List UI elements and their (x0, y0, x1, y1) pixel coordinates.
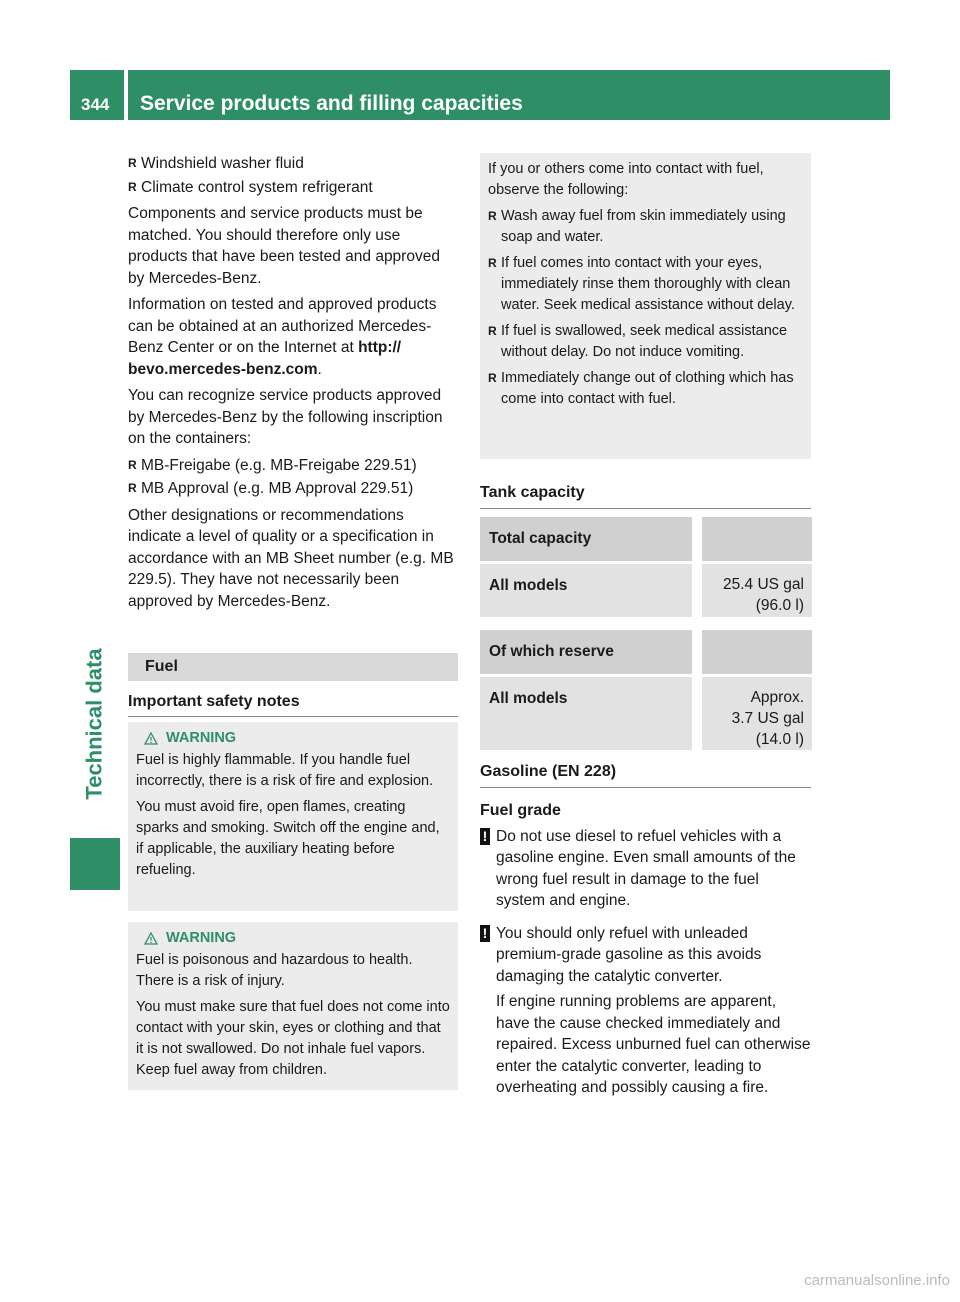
fuel-grade-heading: Fuel grade (480, 802, 561, 819)
chapter-title: Service products and filling capacities (140, 92, 523, 115)
warning-text: Fuel is poisonous and hazardous to health. There is a risk of injury. (136, 952, 413, 989)
reserve-value-metric: (14.0 l) (755, 731, 804, 748)
fuel-grade-section (480, 800, 812, 1099)
heading-text: Gasoline (EN 228) (480, 763, 617, 780)
table-row (480, 564, 812, 617)
table-cell (702, 564, 812, 617)
reserve-value: 3.7 US gal (731, 710, 804, 727)
warning-text: You must avoid fire, open flames, creating sparks and smoking. Switch off the engine and, if applicable, the auxiliary heating before refueling. (136, 799, 440, 878)
note-text: You should only refuel with unleaded premium-grade gasoline as this avoids damaging the catalytic converter. (496, 924, 762, 985)
page-number-block (70, 70, 124, 120)
list-item: R If fuel comes into contact with your eyes, immediately rinse them thoroughly with clean water. Seek medical assistance without delay. (488, 253, 803, 316)
warning-text: You must make sure that fuel does not come into contact with your skin, eyes or clothing and that it is not swallowed. Do not inhale fuel vapors. Keep fuel away from children. (136, 999, 450, 1078)
side-tab-label: Technical data (82, 648, 108, 800)
gasoline-heading (480, 763, 811, 788)
reserve-table (480, 630, 812, 750)
tank-capacity-heading (480, 484, 811, 509)
table-cell (702, 677, 812, 750)
warning-box (128, 722, 458, 911)
side-tab-marker (70, 838, 120, 890)
side-tab (70, 612, 120, 836)
table-header-cell: Total capacity (480, 517, 692, 561)
reserve-qualifier: Approx. (750, 689, 804, 706)
total-capacity-table (480, 517, 812, 617)
paragraph: Other designations or recommendations indicate a level of quality or a specification in accordance with an MB Sheet number (e.g. MB 229.5). They have not necessarily been approved by Mercedes-Benz. (128, 506, 454, 610)
warning-header (136, 730, 450, 746)
note-text: If engine running problems are apparent, have the cause checked immediately and repaired. Excess unburned fuel can otherwise enter the catalytic converter, leading to overheating and possibly causing a fire. (496, 993, 811, 1096)
fuel-contact-box (480, 153, 811, 459)
note-item (480, 923, 812, 1099)
chapter-header-bar (128, 70, 890, 120)
list-item: R Climate control system refrigerant (128, 177, 460, 199)
page-number: 344 (81, 95, 110, 114)
capacity-value-metric: (96.0 l) (755, 597, 804, 614)
paragraph: Information on tested and approved products can be obtained at an authorized Mercedes-Benz Center or on the Internet at http:// bevo.mercedes-benz.com. (128, 296, 437, 378)
warning-triangle-icon (144, 732, 158, 745)
paragraph: If you or others come into contact with fuel, observe the following: (488, 161, 764, 198)
list-item: R Wash away fuel from skin immediately using soap and water. (488, 206, 803, 248)
subsection-heading (128, 693, 458, 717)
warning-header (136, 930, 450, 946)
note-item (480, 826, 812, 912)
url-link[interactable]: http:// bevo.mercedes-benz.com (128, 339, 402, 378)
watermark: carmanualsonline.info (804, 1272, 950, 1289)
list-item: R Immediately change out of clothing which has come into contact with fuel. (488, 368, 803, 410)
table-header-cell: Of which reserve (480, 630, 692, 674)
list-item: R MB-Freigabe (e.g. MB-Freigabe 229.51) (128, 455, 460, 477)
heading-text: Tank capacity (480, 484, 585, 501)
list-item: R Windshield washer fluid (128, 153, 460, 175)
warning-triangle-icon (144, 932, 158, 945)
paragraph: Components and service products must be matched. You should therefore only use products that have been tested and approved by Mercedes-Benz. (128, 205, 440, 287)
subsection-title: Important safety notes (128, 693, 300, 710)
list-item: R MB Approval (e.g. MB Approval 229.51) (128, 478, 460, 500)
warning-label: WARNING (166, 730, 237, 746)
note-text: Do not use diesel to refuel vehicles with a gasoline engine. Even small amounts of the wrong fuel result in damage to the fuel system and engine. (496, 827, 796, 909)
warning-label: WARNING (166, 930, 237, 946)
capacity-value: 25.4 US gal (723, 576, 804, 593)
table-cell: All models (480, 564, 692, 617)
warning-box (128, 922, 458, 1090)
warning-text: Fuel is highly flammable. If you handle fuel incorrectly, there is a risk of fire and explosion. (136, 752, 434, 789)
section-title: Fuel (145, 658, 178, 675)
list-item: R If fuel is swallowed, seek medical assistance without delay. Do not induce vomiting. (488, 321, 803, 363)
table-header-row (480, 630, 812, 674)
left-column (128, 153, 460, 617)
section-bar-fuel (128, 653, 458, 681)
table-row (480, 677, 812, 750)
table-header-cell (702, 630, 812, 674)
paragraph: You can recognize service products approved by Mercedes-Benz by the following inscription on the containers: (128, 387, 443, 447)
table-header-cell (702, 517, 812, 561)
exclamation-icon: ! (480, 925, 490, 942)
table-header-row (480, 517, 812, 561)
exclamation-icon: ! (480, 828, 490, 845)
table-cell: All models (480, 677, 692, 750)
